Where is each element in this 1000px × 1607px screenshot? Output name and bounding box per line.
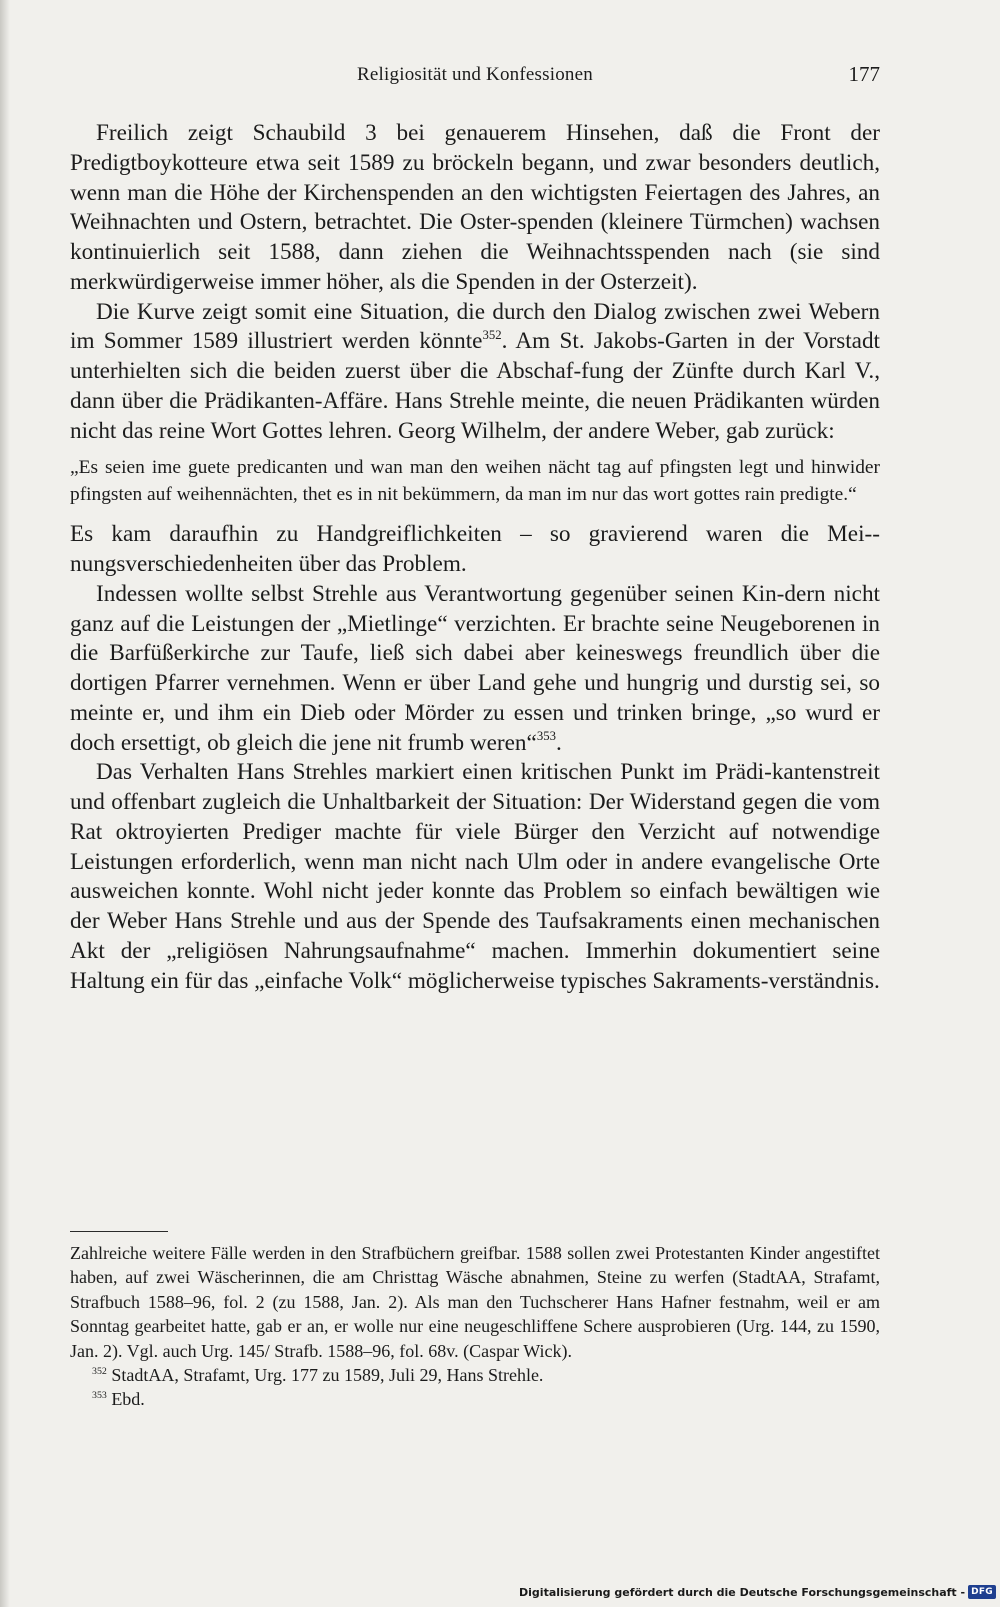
paragraph-4 [70, 580, 880, 759]
block-quote: „Es seien ime guete predicanten und wan man den weihen nächt tag auf pfingsten legt und hinwider pfingsten auf weihennächten, thet es in nit bekümmern, da man im nur das wort gottes rain predigte.“ [70, 457, 880, 505]
running-header [70, 62, 880, 102]
paragraph-4-text-b: . [555, 729, 562, 756]
footnote-ref-353: 353 [536, 728, 556, 743]
footnote-divider [70, 1231, 168, 1232]
paragraph-2-text-a: Die Kurve zeigt somit eine Situation, die durch den Dialog zwischen zwei Webern im Sommer 1589 illustriert werden könnte [70, 298, 880, 355]
footnotes [70, 1241, 880, 1412]
paragraph-2-text-b: . Am St. Jakobs-Garten in der Vorstadt unterhielten sich die beiden zuerst über die Abschaf-fung der Zünfte durch Karl V., dann über die Prädikanten-Affäre. Hans Strehle meinte, die neuen Prädikanten würden nicht das reine Wort Gottes lehren. Georg Wilhelm, der andere Weber, gab zurück: [70, 328, 880, 444]
footnote-353 [70, 1387, 880, 1411]
paragraph-2 [70, 298, 880, 447]
paragraph-4-text-a: Indessen wollte selbst Strehle aus Verantwortung gegenüber seinen Kin-dern nicht ganz auf die Leistungen der „Mietlinge“ verzichten. Er brachte seine Neugeborenen in die Barfüßerkirche zur Taufe, ließ sich dabei aber keineswegs freundlich über die dortigen Pfarrer vernehmen. Wenn er über Land gehe und hungrig und durstig sei, so meinte er, und ihm ein Dieb oder Mörder zu essen und trinken bringe, „so wurd er doch ersettigt, ob gleich die jene nit frumb weren“ [70, 580, 880, 756]
paragraph-5: Das Verhalten Hans Strehles markiert einen kritischen Punkt im Prädi-kantenstreit und offenbart zugleich die Unhaltbarkeit der Situation: Der Widerstand gegen die vom Rat oktroyierten Prediger machte für viele Bürger den Verzicht auf notwendige Leistungen erforderlich, wenn man nicht nach Ulm oder in andere evangelische Orte ausweichen konnte. Wohl nicht jeder konnte das Problem so einfach bewältigen wie der Weber Hans Strehle und aus der Spende des Taufsakraments einen mechanischen Akt der „religiösen Nahrungsaufnahme“ machen. Immerhin dokumentiert seine Haltung ein für das „einfache Volk“ möglicherweise typisches Sakraments-verständnis. [70, 759, 880, 994]
credit-text: Digitalisierung gefördert durch die Deutsche Forschungsgemeinschaft - [519, 1585, 966, 1599]
footnote-continued: Zahlreiche weitere Fälle werden in den Strafbüchern greifbar. 1588 sollen zwei Protestanten Kinder angestiftet haben, auf zwei Wäscherinnen, die am Christtag Wäsche abnahmen, Steine zu werfen (StadtAA, Strafamt, Strafbuch 1588–96, fol. 2 (zu 1588, Jan. 2). Als man den Tuchscherer Hans Hafner festnahm, weil er am Sonntag gearbeitet hatte, gab er an, er wolle nur eine neugeschliffene Schere ausprobieren (Urg. 144, zu 1590, Jan. 2). Vgl. auch Urg. 145/ Strafb. 1588–96, fol. 68v. (Caspar Wick). [70, 1243, 880, 1361]
paragraph-1: Freilich zeigt Schaubild 3 bei genauerem Hinsehen, daß die Front der Predigtboykotteure etwa seit 1589 zu bröckeln begann, und zwar besonders deutlich, wenn man die Höhe der Kirchenspenden an den wichtigsten Feiertagen des Jahres, an Weihnachten und Ostern, betrachtet. Die Oster-spenden (kleinere Türmchen) wachsen kontinuierlich seit 1588, dann ziehen die Weihnachtsspenden nach (sie sind merkwürdigerweise immer höher, als die Spenden in der Osterzeit). [70, 120, 880, 295]
digitization-credit [519, 1583, 996, 1601]
main-text [70, 119, 880, 996]
footnote-353-text: Ebd. [106, 1389, 145, 1410]
footnote-ref-352: 352 [482, 327, 502, 342]
running-title: Religiosität und Konfessionen [357, 64, 593, 85]
footnote-352 [70, 1363, 880, 1387]
paragraph-3: Es kam daraufhin zu Handgreiflichkeiten – so gravierend waren die Mei-nungsverschiedenheiten über das Problem. [70, 521, 880, 577]
dfg-logo: DFG [968, 1585, 996, 1599]
page-edge-shadow [0, 0, 10, 1607]
footnote-352-text: StadtAA, Strafamt, Urg. 177 zu 1589, Juli 29, Hans Strehle. [106, 1365, 544, 1386]
footnote-353-number: 353 [92, 1390, 107, 1402]
footnote-352-number: 352 [92, 1365, 107, 1377]
page-number: 177 [848, 62, 880, 86]
